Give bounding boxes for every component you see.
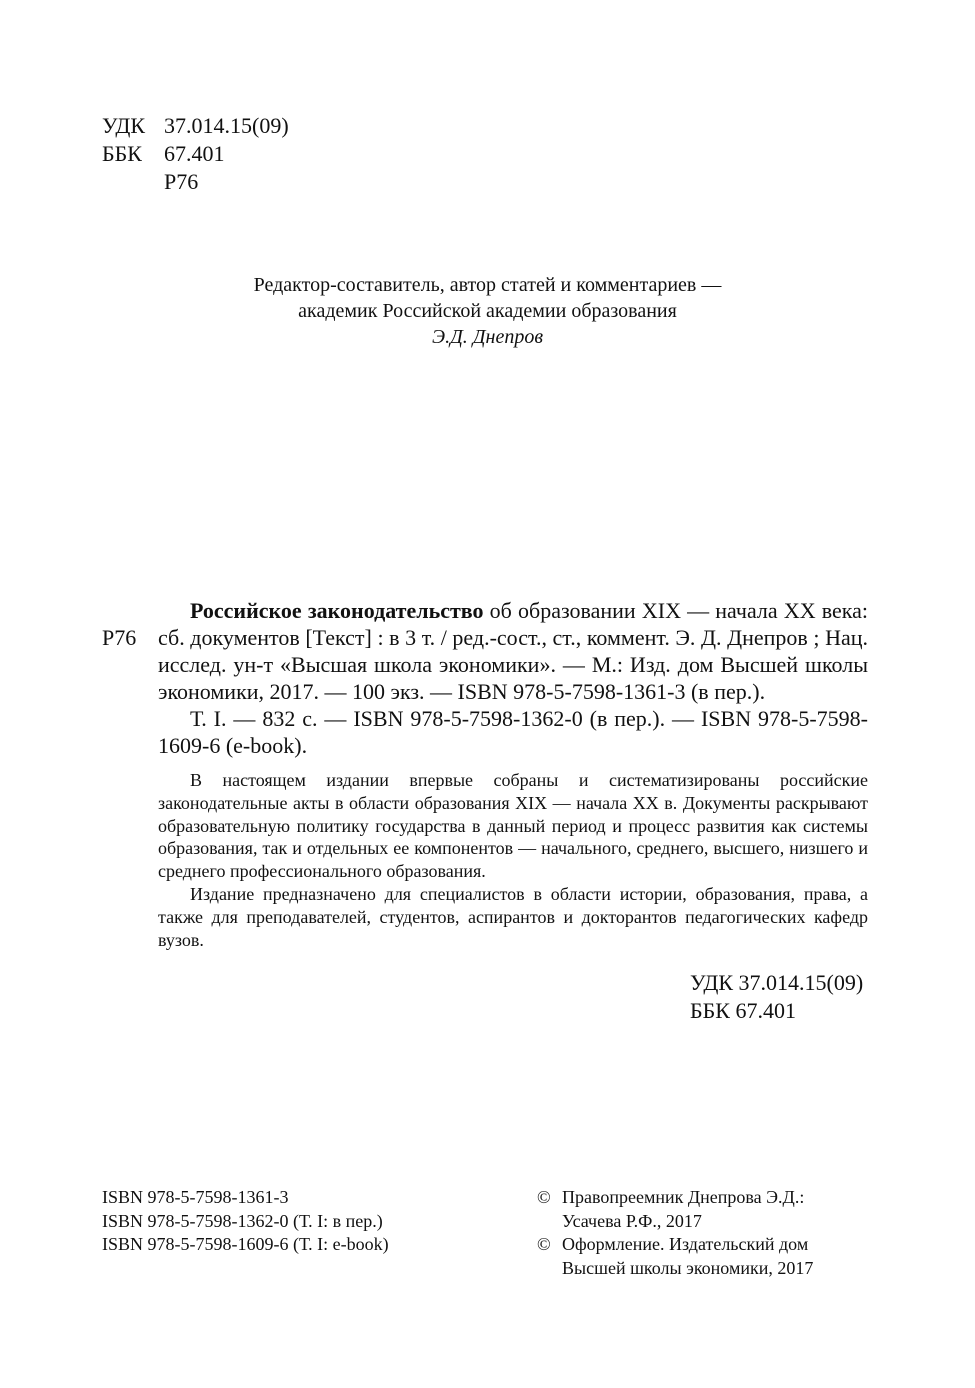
isbn-list — [102, 1186, 389, 1257]
udk-label: УДК — [102, 113, 146, 138]
copyright-sign: © — [537, 1187, 551, 1207]
bbk-value: 67.401 — [164, 141, 225, 166]
volume-entry: Т. I. — 832 с. — ISBN 978-5-7598-1362-0 (в пер.). — ISBN 978-5-7598-1609-6 (e-book). — [158, 706, 868, 758]
author-mark-row — [102, 168, 289, 196]
editor-name: Э.Д. Днепров — [431, 326, 544, 348]
annotation — [158, 769, 868, 951]
author-mark: Р76 — [164, 169, 199, 194]
classification-codes-bottom — [690, 969, 863, 1025]
book-title: Российское законодательство — [190, 598, 484, 623]
annotation-paragraph-2: Издание предназначено для специалистов в области истории, образования, права, а также для преподавателей, студентов, аспирантов и докторантов педагогических кафедр вузов. — [158, 883, 868, 950]
bbk-code: ББК 67.401 — [690, 998, 796, 1023]
bibliographic-main-entry — [158, 597, 868, 705]
copyright-sign: © — [537, 1234, 551, 1254]
classification-codes-top — [102, 112, 289, 196]
copyright-holder-1 — [537, 1186, 813, 1210]
udk-value: 37.014.15(09) — [164, 113, 289, 138]
udk-row — [102, 112, 289, 140]
bibliographic-record — [158, 597, 868, 759]
udk-code: УДК 37.014.15(09) — [690, 970, 864, 995]
copyright-holder-1-continued — [537, 1210, 813, 1234]
bibliographic-description: об образовании XIX — начала XX века: сб. документов [Текст] : в 3 т. / ред.-сост., ст., коммент. Э. Д. Днепров ; Нац. исслед. ун-т «Высшая школа экономики». — М.: Изд. дом Высшей школы экономики, 2017. — 100 экз. — ISBN 978-5-7598-1361-3 (в пер.). — [158, 598, 868, 704]
editor-title-line: академик Российской академии образования — [298, 300, 677, 322]
copyright-holder-1-line-1: Правопреемник Днепрова Э.Д.: — [562, 1187, 805, 1207]
bbk-label: ББК — [102, 141, 142, 166]
copyright-holder-2 — [537, 1233, 813, 1257]
copyright-holder-2-line-1: Оформление. Издательский дом — [562, 1234, 809, 1254]
annotation-paragraph-1: В настоящем издании впервые собраны и систематизированы российские законодательные акты в области образования XIX — начала XX в. Документы раскрывают образовательную политику государства в данный период и процесс развития как системы образования, так и отдельных ее компонентов — начального, среднего, высшего, низшего и среднего профессионального образования. — [158, 770, 868, 882]
editor-credit — [0, 272, 975, 350]
bbk-row — [102, 140, 289, 168]
editor-role-line: Редактор-составитель, автор статей и комментариев — — [253, 274, 722, 296]
copyright-holder-2-continued — [537, 1257, 813, 1281]
isbn-line: ISBN 978-5-7598-1361-3 — [102, 1187, 289, 1207]
isbn-line: ISBN 978-5-7598-1609-6 (Т. I: e-book) — [102, 1234, 389, 1254]
copyright-block — [537, 1186, 813, 1280]
copyright-holder-2-line-2: Высшей школы экономики, 2017 — [562, 1257, 814, 1278]
bibliography-author-mark: Р76 — [102, 625, 137, 650]
copyright-holder-1-line-2: Усачева Р.Ф., 2017 — [562, 1210, 702, 1231]
isbn-line: ISBN 978-5-7598-1362-0 (Т. I: в пер.) — [102, 1210, 383, 1231]
